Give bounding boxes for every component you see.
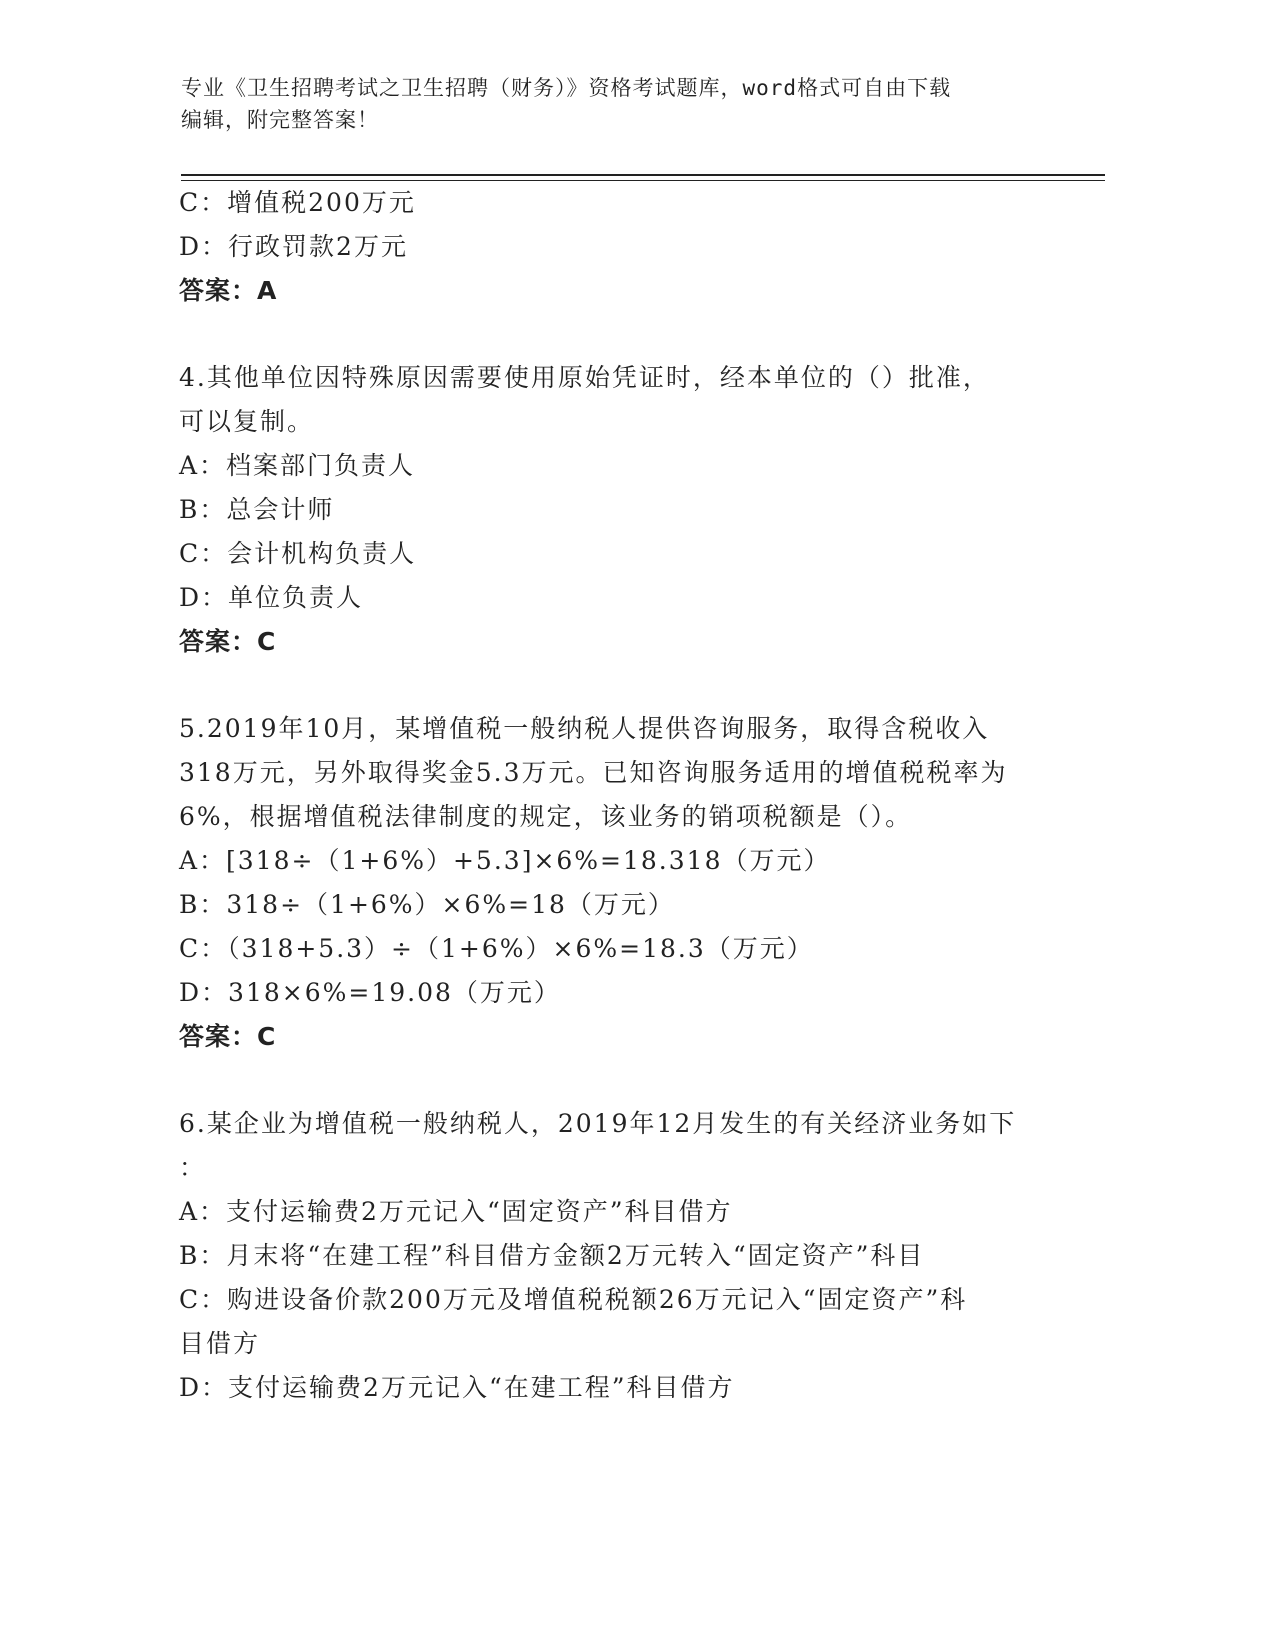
option-b: B：月末将“在建工程”科目借方金额2万元转入“固定资产”科目: [179, 1241, 925, 1270]
question-content: [179, 181, 1059, 1410]
question-stem: 6.某企业为增值税一般纳税人，2019年12月发生的有关经济业务如下: [179, 1109, 1017, 1138]
option-d: D：单位负责人: [179, 583, 364, 612]
option-c: C：（318+5.3）÷（1+6%）×6%=18.3（万元）: [179, 934, 814, 963]
option-a: A：支付运输费2万元记入“固定资产”科目借方: [179, 1197, 733, 1226]
option-c-continued: 目借方: [179, 1329, 261, 1358]
option-b: B：318÷（1+6%）×6%=18（万元）: [179, 890, 675, 919]
answer: 答案：A: [179, 276, 278, 305]
header-line-1: 专业《卫生招聘考试之卫生招聘（财务）》资格考试题库，word格式可自由下载: [181, 76, 952, 100]
option-d: D：行政罚款2万元: [179, 232, 408, 261]
question-stem: 318万元，另外取得奖金5.3万元。已知咨询服务适用的增值税税率为: [179, 758, 1008, 787]
option-c: C：增值税200万元: [179, 188, 416, 217]
question-stem: 5.2019年10月，某增值税一般纳税人提供咨询服务，取得含税收入: [179, 714, 990, 743]
option-d: D：318×6%=19.08（万元）: [179, 978, 561, 1007]
option-c: C：购进设备价款200万元及增值税税额26万元记入“固定资产”科: [179, 1285, 968, 1314]
question-stem: 4.其他单位因特殊原因需要使用原始凭证时，经本单位的（）批准，: [179, 363, 990, 392]
option-d: D：支付运输费2万元记入“在建工程”科目借方: [179, 1373, 735, 1402]
answer: 答案：C: [179, 627, 277, 656]
question-stem: 可以复制。: [179, 407, 315, 436]
option-a: A：[318÷（1+6%）+5.3]×6%=18.318（万元）: [179, 846, 831, 875]
option-a: A：档案部门负责人: [179, 451, 416, 480]
answer: 答案：C: [179, 1022, 277, 1051]
header-line-2: 编辑，附完整答案！: [181, 108, 379, 132]
question-stem: 6%，根据增值税法律制度的规定，该业务的销项税额是（）。: [179, 802, 913, 831]
header-rule-thick: [181, 174, 1105, 176]
question-stem: ：: [179, 1153, 207, 1182]
option-c: C：会计机构负责人: [179, 539, 417, 568]
option-b: B：总会计师: [179, 495, 335, 524]
document-header: [181, 72, 1081, 136]
